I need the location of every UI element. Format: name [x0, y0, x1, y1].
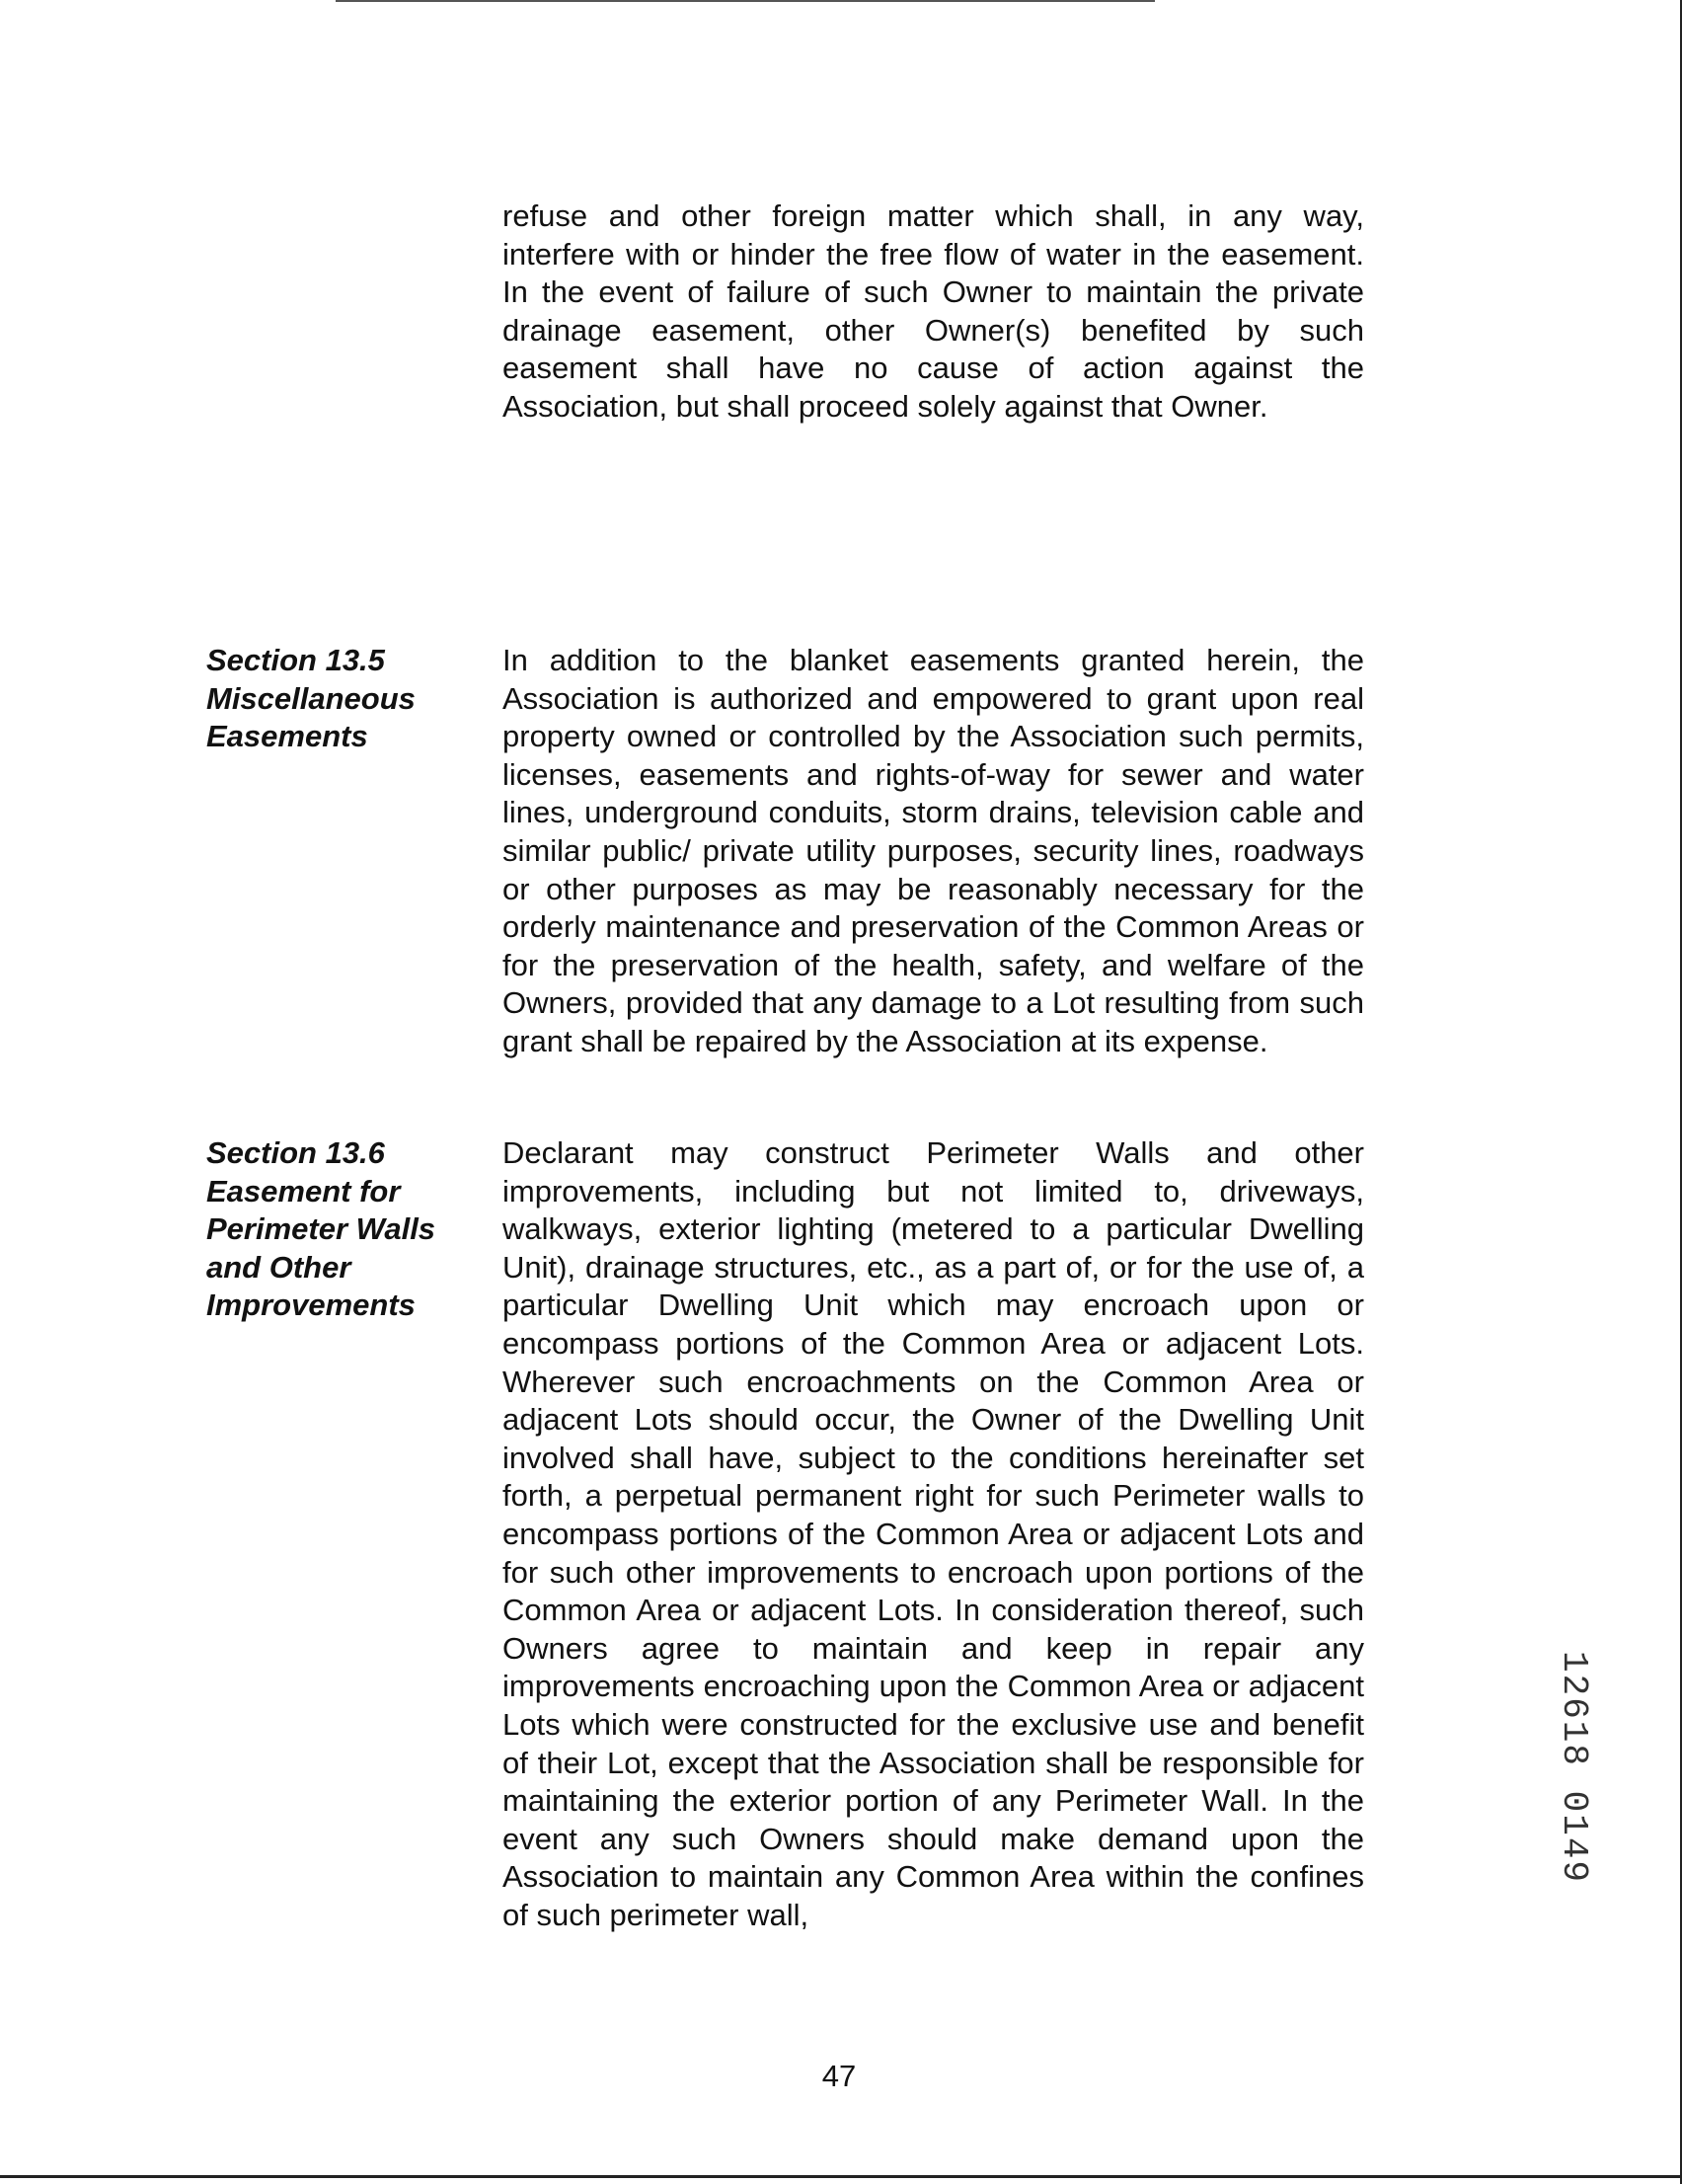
section-13-5-heading	[206, 642, 473, 756]
section-13-5-title-line1: Miscellaneous	[206, 680, 416, 716]
section-13-6-heading	[206, 1134, 473, 1325]
section-13-5-number: Section 13.5	[206, 643, 385, 677]
section-13-6-title-line3: and Other	[206, 1249, 351, 1285]
section-13-5-text: In addition to the blanket easements granted herein, the Association is authorized and empowered to grant upon real property owned or controlled by the Association such permits, licenses, easements and rights-of-way for sewer and water lines, underground conduits, storm drains, television cable and similar public/ private utility purposes, security lines, roadways or other purposes as may be reasonably necessary for the orderly maintenance and preservation of the Common Areas or for the preservation of the health, safety, and welfare of the Owners, provided that any damage to a Lot resulting from such grant shall be repaired by the Association at its expense.	[502, 643, 1364, 1058]
section-13-6-title-line1: Easement for	[206, 1173, 401, 1209]
section-13-6-number: Section 13.6	[206, 1135, 385, 1170]
recording-stamp: 12618 0149	[1554, 1651, 1594, 1885]
scan-edge-bottom	[0, 2175, 1682, 2178]
continuation-paragraph: refuse and other foreign matter which shall, in any way, interfere with or hinder the free flow of water in the easement. In the event of failure of such Owner to maintain the private drainage easement, other Owner(s) benefited by such easement shall have no cause of action against the Association, but shall proceed solely against that Owner.	[502, 198, 1364, 424]
page-number: 47	[821, 2059, 857, 2093]
section-13-6-title-line2: Perimeter Walls	[206, 1211, 436, 1247]
section-13-6-text: Declarant may construct Perimeter Walls and other improvements, including but not limited to, driveways, walkways, exterior lighting (metered to a particular Dwelling Unit), drainage structures, etc., as a part of, or for the use of, a particular Dwelling Unit which may encroach upon or encompass portions of the Common Area or adjacent Lots. Wherever such encroachments on the Common Area or adjacent Lots should occur, the Owner of the Dwelling Unit involved shall have, subject to the conditions hereinafter set forth, a perpetual permanent right for such Perimeter walls to encompass portions of the Common Area or adjacent Lots and for such other improvements to encroach upon portions of the Common Area or adjacent Lots. In consideration thereof, such Owners agree to maintain and keep in repair any improvements encroaching upon the Common Area or adjacent Lots which were constructed for the exclusive use and benefit of their Lot, except that the Association shall be responsible for maintaining the exterior portion of any Perimeter Wall. In the event any such Owners should make demand upon the Association to maintain any Common Area within the confines of such perimeter wall,	[502, 1135, 1364, 1932]
section-13-5-title-line2: Easements	[206, 719, 368, 754]
section-13-6-title-line4: Improvements	[206, 1287, 416, 1323]
scan-edge-top	[336, 0, 1155, 2]
